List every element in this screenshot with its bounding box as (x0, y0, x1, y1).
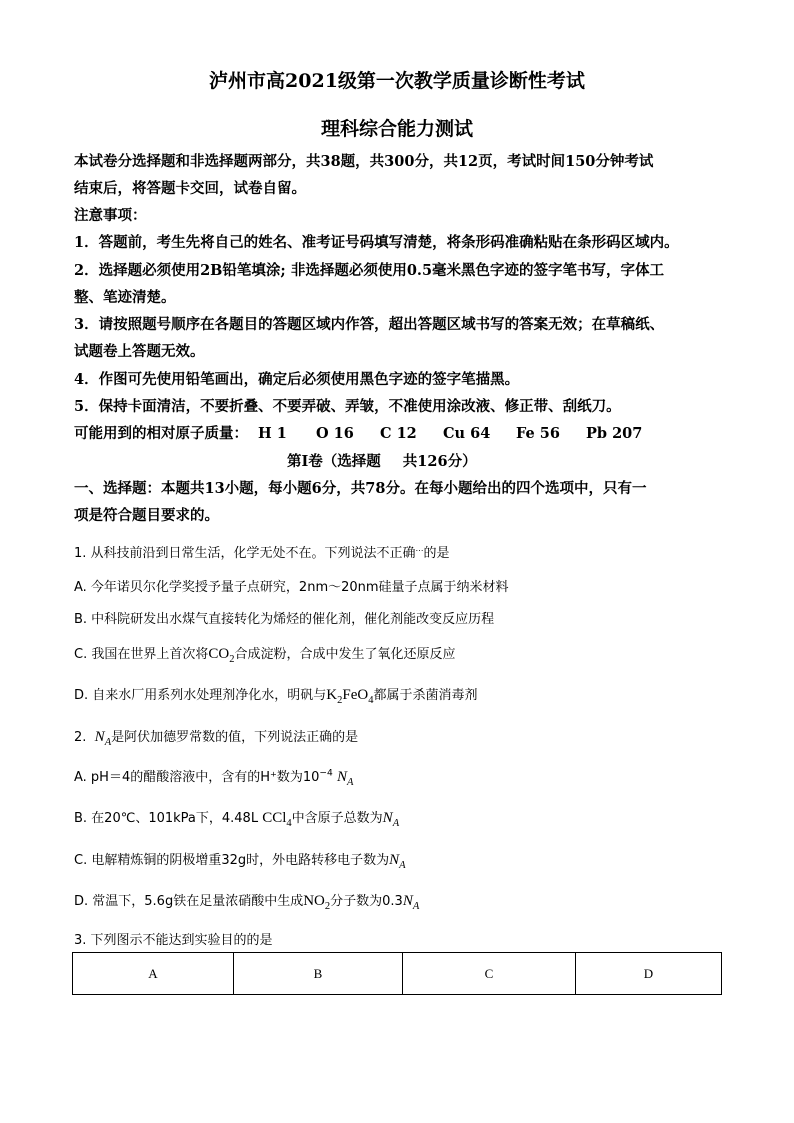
atom-pb: Pb 207 (586, 425, 643, 442)
na-symbol: $N_A$ (336, 769, 354, 788)
q2-option-c-text: C. 电解精炼铜的阴极增重32g时，外电路转移电子数为 (74, 853, 390, 868)
q1-option-d-text: D. 自来水厂用系列水处理剂净化水，明矾与 (74, 688, 327, 703)
q2-number: 2. (74, 730, 87, 745)
q2-option-a-text: A. pH＝4的醋酸溶液中，含有的H⁺数为10 (74, 770, 320, 785)
q2-option-a: A. pH＝4的醋酸溶液中，含有的H⁺数为$10^{-4}$ $N_A$ (74, 768, 354, 788)
q3-col-d: D (576, 953, 722, 995)
notes-heading: 注意事项： (74, 207, 147, 224)
q1-stem-text: 1. 从科技前沿到日常生活，化学无处不在。下列说法不正确 (74, 546, 416, 561)
section1-desc-a: 一、选择题：本题共13小题，每小题6分，共78分。在每小题给出的四个选项中，只有一 (74, 480, 647, 497)
q2-option-d-tail: 分子数为0.3 (330, 894, 403, 909)
q1-option-a: A. 今年诺贝尔化学奖授予量子点研究，2nm～20nm硅量子点属于纳米材料 (74, 580, 509, 595)
q2-stem (74, 726, 358, 748)
no2-formula: $NO_2$ (303, 893, 331, 912)
q3-col-b: B (234, 953, 403, 995)
na-symbol: $N_A$ (94, 729, 112, 748)
part1-heading-b: 共126分） (402, 453, 477, 470)
atom-h: H 1 (258, 425, 287, 442)
note-2b: 整、笔迹清楚。 (74, 289, 176, 306)
k2feo4-formula: $K_2FeO_4$ (326, 687, 374, 706)
na-symbol: $N_A$ (402, 893, 420, 912)
note-2a: 2．选择题必须使用2B铅笔填涂; 非选择题必须使用0.5毫米黑色字迹的签字笔书写，字体工 (74, 262, 665, 279)
note-3b: 试题卷上答题无效。 (74, 343, 205, 360)
q1-stem: 1. 从科技前沿到日常生活，化学无处不在。下列说法不正确…的是 (74, 544, 450, 561)
atom-fe: Fe 56 (516, 425, 560, 442)
q3-options-table (72, 952, 722, 995)
part1-heading (287, 450, 477, 471)
note-4: 4．作图可先使用铅笔画出，确定后必须使用黑色字迹的签字笔描黑。 (74, 371, 520, 388)
q3-col-c: C (403, 953, 576, 995)
q2-option-c (74, 849, 406, 871)
exam-subtitle: 理科综合能力测试 (320, 118, 473, 140)
na-symbol: $N_A$ (389, 852, 406, 871)
na-symbol: $N_A$ (382, 810, 400, 829)
part1-heading-a: 第I卷（选择题 (287, 453, 381, 470)
atom-c: C 12 (380, 425, 417, 442)
q2-option-d (74, 890, 419, 912)
q3-stem: 3. 下列图示不能达到实验目的的是 (74, 933, 273, 948)
q2-option-d-text: D. 常温下，5.6g铁在足量浓硝酸中生成 (74, 894, 304, 909)
note-5: 5．保持卡面清洁，不要折叠、不要弄破、弄皱，不准使用涂改液、修正带、刮纸刀。 (74, 398, 621, 415)
q3-col-a: A (73, 953, 234, 995)
q1-option-c-tail: 合成淀粉，合成中发生了氧化还原反应 (234, 647, 456, 662)
q1-stem-tail: 的是 (423, 546, 450, 561)
q2-option-b (74, 807, 399, 829)
q1-option-d-tail: 都属于杀菌消毒剂 (373, 688, 478, 703)
co2-formula: $CO_2$ (208, 646, 235, 665)
exam-title: 泸州市高2021级第一次教学质量诊断性考试 (209, 70, 585, 92)
q2-option-b-tail: 中含原子总数为 (291, 811, 383, 826)
q1-option-d (74, 684, 477, 706)
q1-option-c (74, 643, 455, 665)
atom-o: O 16 (316, 425, 354, 442)
intro-line-2: 结束后，将答题卡交回，试卷自留。 (74, 180, 306, 197)
atomic-masses (74, 422, 642, 443)
section1-desc-b: 项是符合题目要求的。 (74, 507, 219, 524)
note-3a: 3．请按照题号顺序在各题目的答题区域内作答，超出答题区域书写的答案无效；在草稿纸、 (74, 316, 665, 333)
q2-option-b-text: B. 在20℃、101kPa下，4.48L (74, 811, 259, 826)
q1-option-c-text: C. 我国在世界上首次将 (74, 647, 209, 662)
ccl4-formula: CCl$_4$ (262, 810, 292, 829)
note-1: 1．答题前，考生先将自己的姓名、准考证号码填写清楚，将条形码准确粘贴在条形码区域内。 (74, 234, 679, 251)
intro-line-1: 本试卷分选择题和非选择题两部分，共38题，共300分，共12页，考试时间150分钟考试 (74, 153, 654, 170)
atom-cu: Cu 64 (443, 425, 491, 442)
atomic-masses-label: 可能用到的相对原子质量： (74, 425, 248, 442)
q2-stem-text: 是阿伏加德罗常数的值，下列说法正确的是 (111, 730, 359, 745)
q1-option-b: B. 中科院研发出水煤气直接转化为烯烃的催化剂，催化剂能改变反应历程 (74, 612, 495, 627)
